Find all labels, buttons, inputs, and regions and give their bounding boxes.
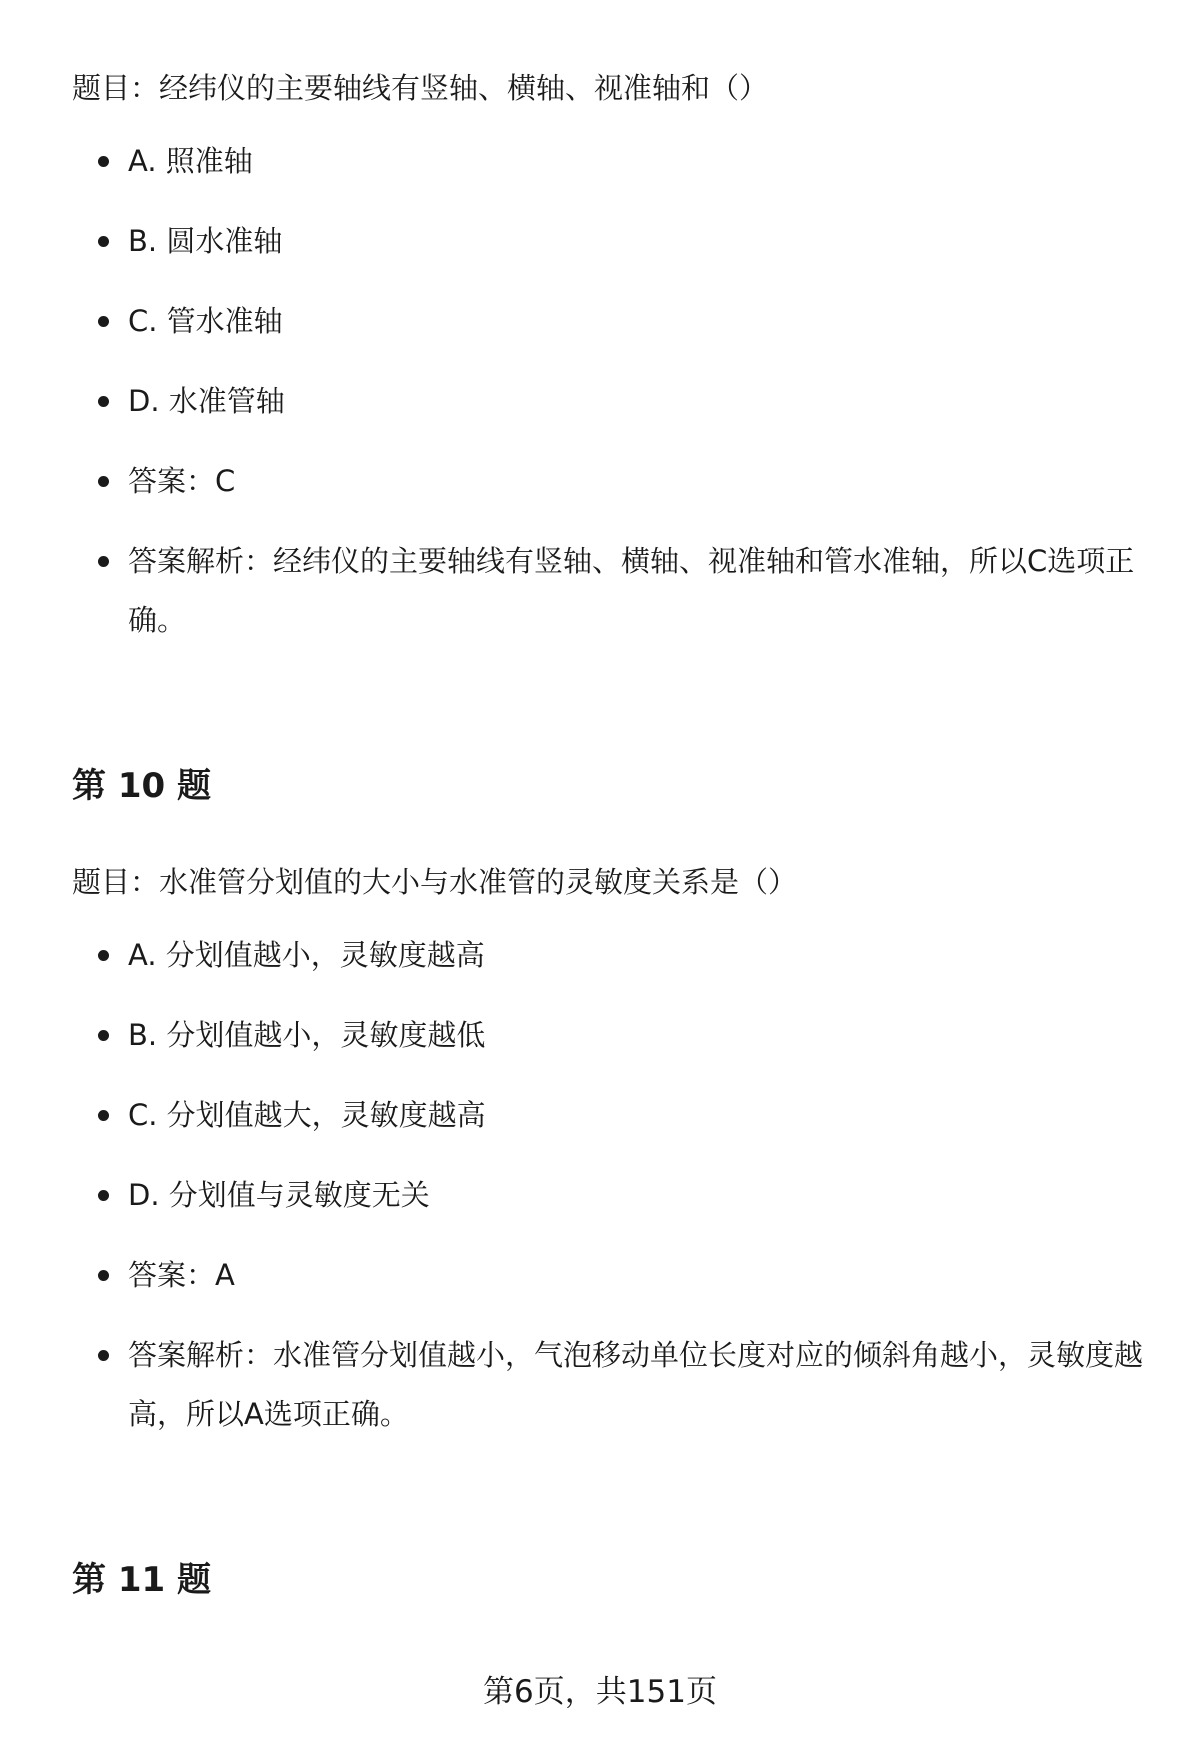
question-stem: 题目：水准管分划值的大小与水准管的灵敏度关系是（） xyxy=(72,865,798,899)
answer-analysis: 答案解析：水准管分划值越小，气泡移动单位长度对应的倾斜角越小，灵敏度越高，所以A选项正确。 xyxy=(128,1326,1148,1444)
page-footer: 第6页，共151页 xyxy=(483,1674,717,1710)
answer: 答案：A xyxy=(128,1246,1148,1305)
question-heading: 第 11 题 xyxy=(72,1560,211,1600)
answer-analysis: 答案解析：经纬仪的主要轴线有竖轴、横轴、视准轴和管水准轴，所以C选项正确。 xyxy=(128,532,1148,650)
question-stem: 题目：经纬仪的主要轴线有竖轴、横轴、视准轴和（） xyxy=(72,71,769,105)
option-a: A. 照准轴 xyxy=(128,132,1148,191)
option-d: D. 水准管轴 xyxy=(128,372,1148,431)
answer: 答案：C xyxy=(128,452,1148,511)
option-a: A. 分划值越小，灵敏度越高 xyxy=(128,926,1148,985)
option-b: B. 分划值越小，灵敏度越低 xyxy=(128,1006,1148,1065)
option-c: C. 分划值越大，灵敏度越高 xyxy=(128,1086,1148,1145)
option-c: C. 管水准轴 xyxy=(128,292,1148,351)
option-d: D. 分划值与灵敏度无关 xyxy=(128,1166,1148,1225)
option-b: B. 圆水准轴 xyxy=(128,212,1148,271)
question-heading: 第 10 题 xyxy=(72,766,211,806)
